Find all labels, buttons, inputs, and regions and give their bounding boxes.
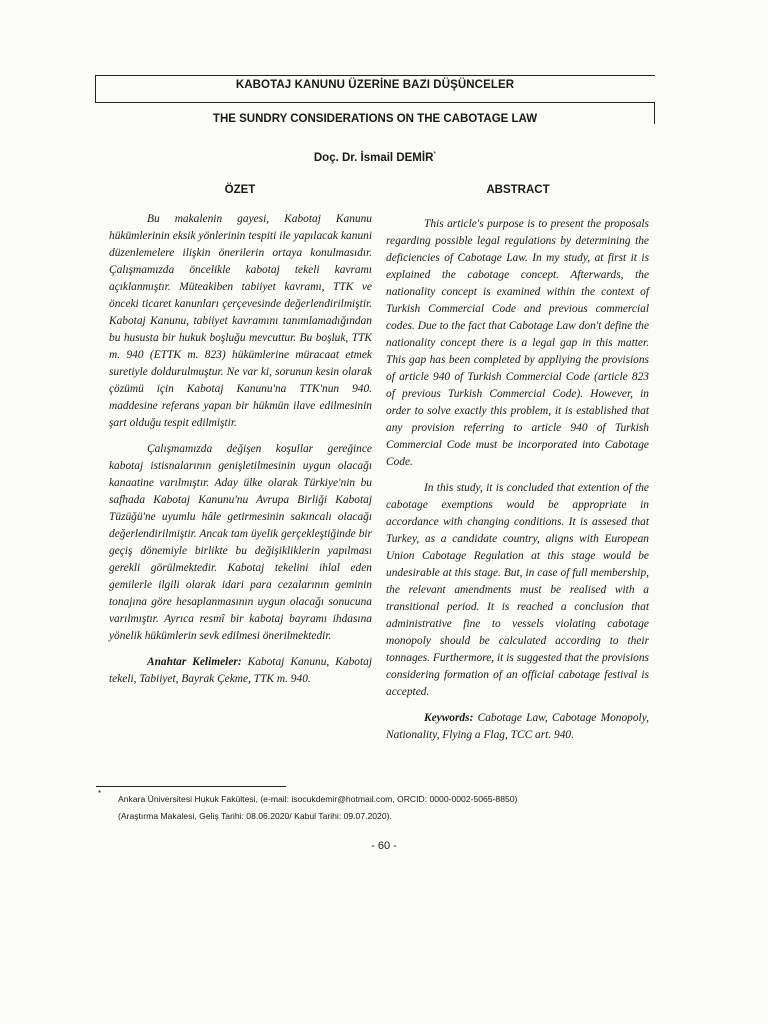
header-rule-top bbox=[95, 75, 655, 76]
abstract-heading: ABSTRACT bbox=[486, 184, 550, 196]
summary-paragraph: Bu makalenin gayesi, Kabotaj Kanunu hükümlerinin eksik yönlerinin tespiti ile yapılacak kanuni düzenlemelere ilişkin önerilerin ortaya konulmasıdır. Çalışmamızda öncelikle kabotaj tekeli kavramı açıklanmıştır. Müteakiben tabiiyet kavramı, TTK ve önceki ticaret kanunları çerçevesinde değerlendirilmiştir. Kabotaj Kanunu, tabiiyet kavramını tanımlamadığından bu hususta bir hukuk boşluğu mevcuttur. Bu boşluk, TTK m. 940 (ETTK m. 823) hükümlerine müracaat etmek suretiyle doldurulmuştur. Ne var ki, sorunun kesin olarak çözümü için Kabotaj Kanunu'na TTK'nun 940. maddesine referans yapan bir hükmün ilave edilmesinin şart olduğu tespit edilmiştir. bbox=[109, 213, 372, 429]
keywords-label: Anahtar Kelimeler: bbox=[147, 656, 242, 668]
footnote-rule bbox=[96, 786, 286, 787]
summary-paragraph: Çalışmamızda değişen koşullar gereğince kabotaj istisnalarının genişletilmesinin uygun olacağı kanaatine varılmıştır. Aday ülke olarak Türkiye'nin bu safhada Kabotaj Kanunu'nu Avrupa Birliği Kabotaj Tüzüğü'ne uyumlu hâle getirmesinin sakıncalı olacağı değerlendirilmiştir. Ancak tam üyelik gerçekleştiğinde bir geçiş dönemiyle birlikte bu değişikliklerin yapılması gerekli görülmektedir. Kabotaj tekelini ihlal eden gemilerle ilgili olarak idari para cezalarının geminin tonajına göre hesaplanmasının uygun olacağı sonucuna varılmıştır. Ayrıca resmî bir kabotaj bayramı ihdasına yönelik hükümlerin sevk edilmesi önerilmektedir. bbox=[109, 443, 372, 642]
page-number: - 60 - bbox=[371, 840, 397, 852]
footnote-dates: (Araştırma Makalesi, Geliş Tarihi: 08.06.2020/ Kabul Tarihi: 09.07.2020). bbox=[118, 811, 392, 821]
abstract-paragraph: In this study, it is concluded that extention of the cabotage exemptions would be appropriate in accordance with changing conditions. It is assesed that Turkey, as a candidate country, aligns with European Union Cabotage Regulation at this stage would be undesirable at this stage. But, in case of full membership, the relevant amendments must be realised with a transitional period. It is reached a conclusion that administrative fine to vessels violating cabotage monopoly should be calculated according to their tonnages. Furthermore, it is suggested that the provisions considering formation of an official cabotage festival is accepted. bbox=[386, 482, 649, 698]
summary-keywords bbox=[109, 654, 372, 688]
article-title-turkish: KABOTAJ KANUNU ÜZERİNE BAZI DÜŞÜNCELER bbox=[235, 79, 515, 91]
keywords-list: Kabotaj Kanunu, Kabotaj tekeli, Tabiiyet, Bayrak Çekme, TTK m. 940. bbox=[109, 656, 372, 685]
footnote-affiliation: Ankara Üniversitesi Hukuk Fakültesi, (e-mail: isocukdemir@hotmail.com, ORCID: 0000-0002-5065-8850) bbox=[118, 794, 518, 804]
author-name: Doç. Dr. İsmail DEMİR bbox=[313, 151, 434, 164]
keywords-label: Keywords: bbox=[424, 712, 474, 724]
article-title-english: THE SUNDRY CONSIDERATIONS ON THE CABOTAGE LAW bbox=[212, 113, 538, 125]
author-line bbox=[95, 151, 655, 164]
summary-column bbox=[109, 211, 372, 697]
footnote-mark: * bbox=[98, 789, 102, 798]
header-rule-middle bbox=[95, 102, 655, 103]
abstract-paragraph: This article's purpose is to present the proposals regarding possible legal regulations by determining the deficiencies of Cabotage Law. In my study, at first it is explained the cabotage concept. Afterwards, the nationality concept is examined within the context of Turkish Commercial Code and previous commercial codes. Due to the fact that Cabotage Law don't define the nationality concept there is a legal gap in this matter. This gap has been completed by appliying the provisions of article 940 of Turkish Commercial Code (article 823 of previous Turkish Commercial Code). However, in order to solve exactly this problem, it is established that any provision referring to article 940 of Turkish Commercial Code must be incorporated into Cabotage Code. bbox=[386, 218, 649, 468]
abstract-keywords bbox=[386, 710, 649, 744]
author-footnote-mark: * bbox=[433, 151, 437, 158]
summary-heading: ÖZET bbox=[224, 184, 256, 196]
abstract-column bbox=[386, 216, 649, 753]
keywords-list: Cabotage Law, Cabotage Monopoly, Nationality, Flying a Flag, TCC art. 940. bbox=[386, 712, 649, 741]
